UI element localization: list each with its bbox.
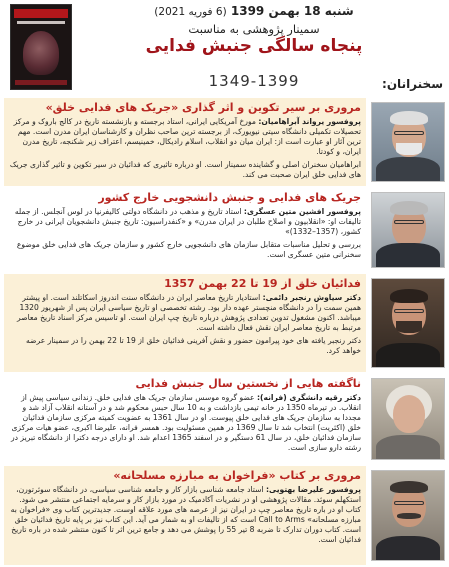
photo-glasses	[394, 220, 424, 224]
photo-glasses	[394, 131, 424, 135]
photo-hair	[390, 289, 428, 303]
speaker-text-panel	[4, 98, 366, 186]
speaker-text-panel	[4, 374, 366, 464]
talk-title: جریک های فدایی و جنبش دانشجویی خارج کشور	[98, 191, 361, 204]
photo-glasses	[394, 309, 424, 313]
photo-beard	[396, 321, 422, 333]
speaker-photo	[371, 470, 445, 561]
speaker-photo	[371, 102, 445, 182]
speakers-heading: سخنرانان:	[382, 77, 443, 91]
speaker-name: دکتر رقیه دانشگری (فرانه):	[256, 393, 361, 402]
speaker-description: استاد تاریخ و مذهب در دانشگاه دولتی کالیفرنیا در لوس آنجلس. از جمله تالیفات او: «انقلابیون و اصلاح طلبان در ایران مدرن» و «کنفدراسیون: تاریخ جنبش دانشجویان ایرانی در خارج کشور، (1357–1332)»	[14, 207, 361, 236]
seminar-label: سمینار پژوهشی به مناسبت	[188, 22, 320, 36]
speaker-bio	[9, 293, 361, 333]
speaker-row-matin-asgari	[0, 188, 449, 272]
page-title: پنجاه سالگی جنبش فدایی	[145, 36, 363, 56]
photo-clothing	[376, 536, 440, 561]
event-date	[129, 4, 379, 18]
photo-clothing	[376, 157, 440, 182]
poster-title-band	[14, 9, 68, 18]
poster-subtitle-band	[17, 21, 65, 24]
speaker-row-behtouei	[0, 466, 449, 565]
poster-footer-band	[15, 80, 67, 85]
speaker-description: عضو گروه موسس سازمان جریک های فدایی خلق. زندانی سیاسی پیش از انقلاب. در تیرماه 1350 در خانه تیمی بازداشت و به 10 سال حبس محکوم شد و در آستانه انقلاب آزاد شد و مجددا به سازمان جریک های فدایی خلق پیوست. او در سال 1361 به عضویت کمیته مرکزی سازمان فدائیان خلق (اکثریت) انتخاب شد تا سال 1369 در همین مسئولیت بود. همسر فرانه، علیرضا اکبری، عضو هیات مرکزی سازمان فدائیان خلق، در سال 61 دستگیر و در اسفند 1365 اعدام شد. او دارای درجه دکترا از دانشگاه تبریز در رشته دارو سازی است.	[10, 393, 361, 452]
speaker-bio	[9, 207, 361, 237]
header	[0, 0, 449, 96]
photo-beard	[396, 143, 422, 155]
photo-glasses	[394, 501, 424, 505]
talk-title: ناگفته هایی از نخستین سال جنبش فدایی	[135, 377, 361, 390]
talk-title: فدائیان خلق از 19 تا 22 بهمن 1357	[164, 277, 361, 290]
photo-mustache	[397, 513, 421, 519]
talk-summary: دکتر رنجبر یافته های خود پیرامون حضور و نقش آفرینی فدائیان خلق از 19 تا 22 بهمن را در سمینار عرضه خواهد کرد.	[25, 336, 361, 355]
talk-title: مروری بر سیر تکوین و اثر گذاری «جریک های فدایی خلق»	[45, 101, 361, 114]
speaker-description: استاد جامعه شناسی بازار کار و جامعه شناسی سیاسی، در دانشگاه سوئرتورن، استکهلم سوئد. مقالات پژوهشی او در نشریات آکادمیک در مورد بازار کار و سرمایه اجتماعی منتشر می شود. کتاب او در باره تاریخ معاصر چپ در ایران نیز از عرصه های مورد علاقه اوست. جدیدترین کتاب وی «فراخوان به مبارزه مسلحانه» Call to Arms است که از تالیفات او به شمار می آید. این کتاب نیز بر پایه تاریخ فدائیان خلق است. کتاب دوران تدارک تا ضربه 8 تیر 55 را پوشش می دهد و جامع ترین اثر تا کنون منتشر شده در باره تاریخ فدائیان است.	[10, 485, 361, 544]
speaker-photo	[371, 278, 445, 368]
speaker-text-panel	[4, 188, 366, 272]
speaker-row-ranjbar-daemi	[0, 274, 449, 372]
speaker-photo	[371, 378, 445, 460]
talk-summary: ابراهامیان سخنران اصلی و گشاینده سمینار است. او درباره تاثیری که فدائیان در سیر تکوین و تاثیر گذاری جریک های فدایی خلق ایران صحبت می کند.	[9, 160, 361, 179]
speaker-description: مورخ آمریکایی ایرانی، استاد برجسته و بازنشسته تاریخ در کالج باروک و مرکز تحصیلات تکمیلی دانشگاه سیتی نیویورک، از برجسته ترین صاحب نظران و کارشناسان ایران مدرن است. مهم ترین آثار او عبارت است از: ایران میان دو انقلاب، اسلام رادیکال، خمینیسم، اعتراف زیر شکنجه، تاریخ مدرن ایران، و کودتا.	[13, 117, 361, 156]
photo-hair	[390, 481, 428, 493]
poster-portrait	[23, 31, 59, 75]
speaker-row-daneshgari	[0, 374, 449, 464]
speaker-text-panel	[4, 274, 366, 372]
seminar-poster-image	[10, 4, 72, 90]
photo-hair	[390, 201, 428, 215]
speaker-name: دکتر سیاوش رنجبر دائمی:	[262, 293, 361, 302]
talk-summary: بررسی و تحلیل مناسبات متقابل سازمان های دانشجویی خارج کشور و سازمان جریک های فدایی خلق موضوع سخنرانی متین عسگری است.	[16, 240, 361, 259]
speaker-photo	[371, 192, 445, 268]
photo-hair	[390, 111, 428, 125]
talk-title: مروری بر کتاب «فراخوان به مبارزه مسلحانه»	[113, 469, 361, 482]
photo-clothing	[376, 343, 440, 368]
speaker-row-abrahamian	[0, 98, 449, 186]
speaker-bio	[9, 393, 361, 453]
speaker-text-panel	[4, 466, 366, 565]
photo-clothing	[376, 243, 440, 268]
photo-face	[393, 395, 425, 433]
speaker-name: پروفسور علیرضا بهتویی:	[265, 485, 361, 494]
event-date-gregorian: (6 فوریه 2021)	[154, 6, 227, 18]
event-date-persian: شنبه 18 بهمن 1399	[230, 4, 354, 18]
photo-clothing	[376, 435, 440, 460]
speaker-bio	[9, 485, 361, 545]
speaker-description: استادیار تاریخ معاصر ایران در دانشگاه سنت اندروز اسکاتلند است. او پیشتر همین سمت را در دانشگاه منچستر عهده دار بود. رشته تخصصی او تاریخ سیاسی ایران پس از شهریور 1320 میباشد. اکنون مشغول تدوین تعدادی پژوهش درباره تاریخ چپ ایران است. او تاسیس مرکز اسناد تاریخ معاصر مرتبط به تاریخ معاصر ایران نقش فعال داشته است.	[16, 293, 361, 332]
speaker-bio	[9, 117, 361, 157]
speaker-name: پروفسور افشین متین عسگری:	[243, 207, 361, 216]
speaker-name: پروفسور یرواند آبراهامیان:	[258, 117, 361, 126]
years-range: 1349-1399	[208, 72, 300, 90]
